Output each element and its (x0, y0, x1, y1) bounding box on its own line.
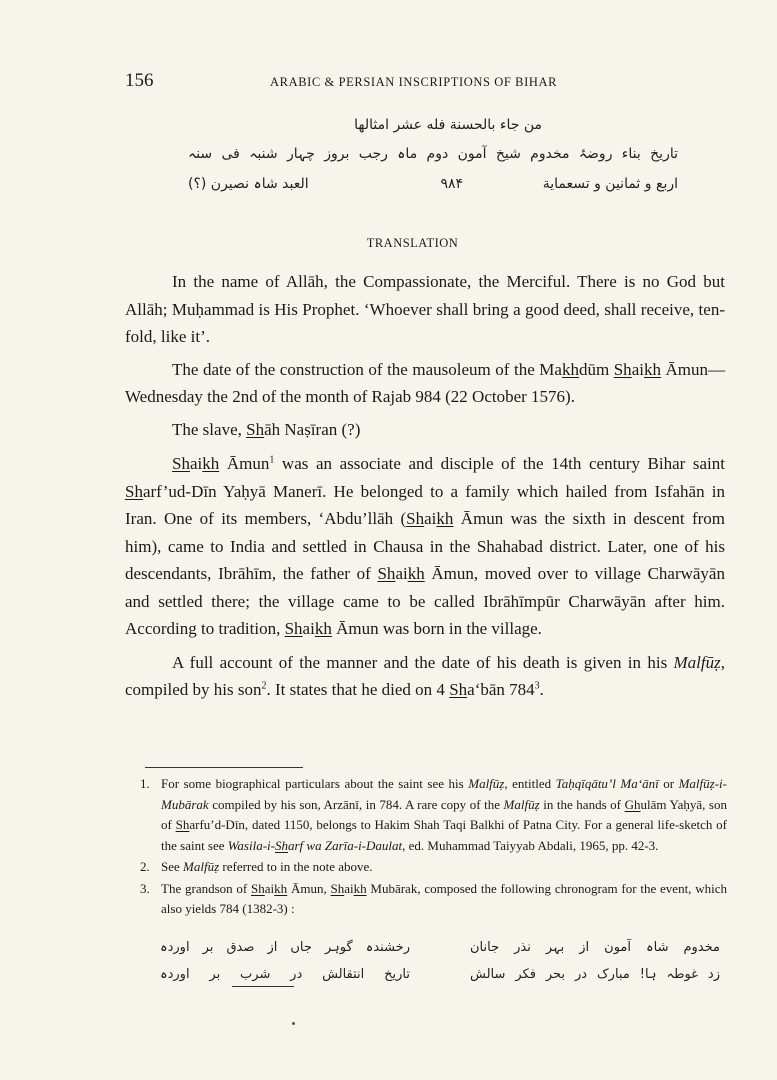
text-run: The slave, (172, 419, 247, 439)
text-run: Āmun, moved over to village Charwāyān and settled there; the village came to be called Ibrāhīmpūr Charwāyān after him. According to tradition, (125, 564, 725, 638)
text-run: The grandson of (161, 880, 252, 896)
page-number: 156 (125, 70, 154, 91)
underlined-run: kh (561, 359, 579, 379)
footnotes (137, 774, 727, 920)
footnote-number: 2. (140, 859, 150, 874)
italic-run: Malfūẓ (183, 859, 220, 874)
underlined-run: Sh (172, 454, 190, 473)
footnote-ref-2[interactable]: 2 (261, 680, 267, 692)
italic-run: Malfūẓ (468, 776, 505, 791)
underlined-run: Sh (406, 509, 425, 528)
footnote-number: 3. (140, 880, 150, 896)
chronogram-hemistich: زد غوطہ ہا! مبارک در بحر فکر سالش (470, 967, 720, 982)
chronogram-line-2 (160, 967, 720, 993)
underlined-run: kh (436, 509, 454, 528)
text-run: ai (631, 359, 644, 379)
running-title: ARABIC & PERSIAN INSCRIPTIONS OF BIHAR (270, 75, 558, 89)
text-run: Āmun, (287, 880, 331, 896)
arabic-line-3-part-c: العبد شاہ نصیرن (؟) (188, 176, 309, 192)
arabic-inscription-line-1: من جاء بالحسنة فله عشر امثالها (354, 117, 542, 133)
underlined-run: kh (407, 564, 425, 583)
italic-run: arf wa Zarīa-i-Daulat (288, 837, 403, 853)
text-run: ulām Yaḥyā, son of (161, 796, 727, 832)
text-run: or (658, 776, 679, 791)
page-speck (292, 1022, 295, 1025)
text-run: , compiled by his son (125, 652, 725, 699)
paragraph-biography (125, 450, 725, 643)
text-run: in the hands of (539, 796, 625, 812)
italic-run: Malfūẓ-i-Mubārak (161, 776, 727, 812)
text-run: Āmun (219, 454, 270, 473)
chronogram-hemistich: رخشندہ گوہر جاں از صدق بر اوردہ (160, 940, 410, 955)
arabic-line-3-date: ۹۸۴ (440, 176, 463, 192)
text-run: Āmun—Wednesday the 2nd of the month of Rajab 984 (22 October 1576). (125, 359, 726, 406)
underlined-run: Sh (377, 564, 396, 583)
italic-run: Malfūẓ (503, 796, 540, 812)
underlined-run: Sh (246, 419, 265, 439)
footnote-ref-1[interactable]: 1 (269, 454, 275, 466)
footnote-number: 1. (140, 776, 150, 791)
text-run: , entitled (504, 776, 556, 791)
text-run: referred to in the note above. (219, 859, 373, 874)
text-run: A full account of the manner and the date of his death is given in his (172, 652, 674, 672)
underlined-run: Sh (251, 880, 265, 896)
text-run: , ed. Muhammad Taiyyab Abdali, 1965, pp. 42-3. (402, 837, 659, 853)
text-run: The date of the construction of the mausoleum of the Ma (172, 359, 562, 379)
italic-underlined-run: Sh (275, 837, 288, 853)
underlined-run: Sh (125, 481, 143, 501)
underlined-run: kh (353, 880, 367, 896)
text-run: Mubārak, composed the following chronogram for the event, which also yields 784 (1382-3) : (161, 880, 727, 916)
text-run: compiled by his son, Arzānī, in 784. A rare copy of the (208, 796, 504, 812)
footnote-ref-3[interactable]: 3 (534, 680, 540, 692)
chronogram-hemistich: تاریخ انتقالش در شرب بر اوردہ (160, 967, 410, 982)
underlined-run: kh (202, 454, 220, 473)
underlined-run: Sh (330, 880, 345, 896)
underlined-run: Sh (175, 817, 190, 832)
text-run: ai (395, 564, 408, 583)
text-run: arf’ud-Dīn Yaḥyā Manerī. He belonged to a family which hailed from Isfahān in Iran. One of its members, ‘Abdu’llāh ( (125, 481, 725, 528)
paragraph-date (125, 356, 725, 411)
italic-run: Wasila-i- (227, 837, 275, 853)
text-run: was an associate and disciple of the 14th century Bihar saint (274, 454, 725, 473)
footnote-1 (137, 774, 727, 856)
underlined-run: Sh (449, 680, 468, 699)
underlined-run: Gh (624, 796, 641, 812)
text-run: ai (302, 619, 315, 638)
text-run: ai (264, 880, 275, 896)
underlined-run: kh (274, 880, 288, 896)
paragraph-invocation: In the name of Allāh, the Compassionate, the Merciful. There is no God but Allāh; Muḥammad is His Prophet. ‘Whoever shall bring a good deed, shall receive, ten-fold, like it’. (125, 272, 725, 346)
text-run: See (161, 859, 184, 874)
text-run: a‘bān 784 (467, 680, 535, 699)
paragraph-death (125, 649, 725, 704)
footnote-3 (137, 879, 727, 920)
underlined-run: kh (314, 619, 332, 638)
chronogram-line-1 (160, 940, 720, 966)
text-run: Āmun was born in the village. (331, 619, 542, 638)
underlined-run: Sh (613, 359, 632, 379)
chronogram-underline (232, 986, 294, 987)
text-run: āh Naṣīran (?) (264, 419, 361, 439)
translation-heading: TRANSLATION (366, 236, 459, 250)
text-run: For some biographical particulars about the saint see his (161, 776, 469, 791)
arabic-inscription-line-2: تاریخ بناء روضۂ مخدوم شیخ آمون دوم ماہ رجب بروز چہار شنبہ فی سنہ (188, 146, 678, 162)
text-run: Āmun was the sixth in descent from him), came to India and settled in Chausa in the Shahabad district. Later, one of his descendants, Ibrāhīm, the father of (125, 509, 725, 583)
text-run: . It states that he died on 4 (266, 680, 450, 699)
page-header (125, 70, 725, 94)
chronogram-hemistich: مخدوم شاہ آمون از بہر نذر جانان (470, 940, 720, 955)
arabic-line-3-part-a: اربع و ثمانین و تسعمایة (542, 176, 678, 192)
text-run: ai (344, 880, 354, 896)
footnote-divider (145, 767, 303, 768)
paragraph-slave (125, 416, 725, 444)
text-run: dūm (578, 359, 614, 379)
text-run: arfu’d-Dīn, dated 1150, belongs to Hakim Shah Taqi Balkhi of Patna City. For a general life-sketch of the saint see (161, 817, 727, 853)
text-run: ai (189, 454, 203, 473)
text-run: ai (424, 509, 437, 528)
body-text (125, 268, 725, 704)
italic-run: Malfūẓ (673, 652, 721, 672)
underlined-run: Sh (284, 619, 303, 638)
text-run: . (539, 680, 544, 699)
footnote-2 (137, 857, 727, 878)
italic-run: Taḥqīqātu’l Ma‘ānī (555, 776, 659, 791)
underlined-run: kh (643, 359, 661, 379)
